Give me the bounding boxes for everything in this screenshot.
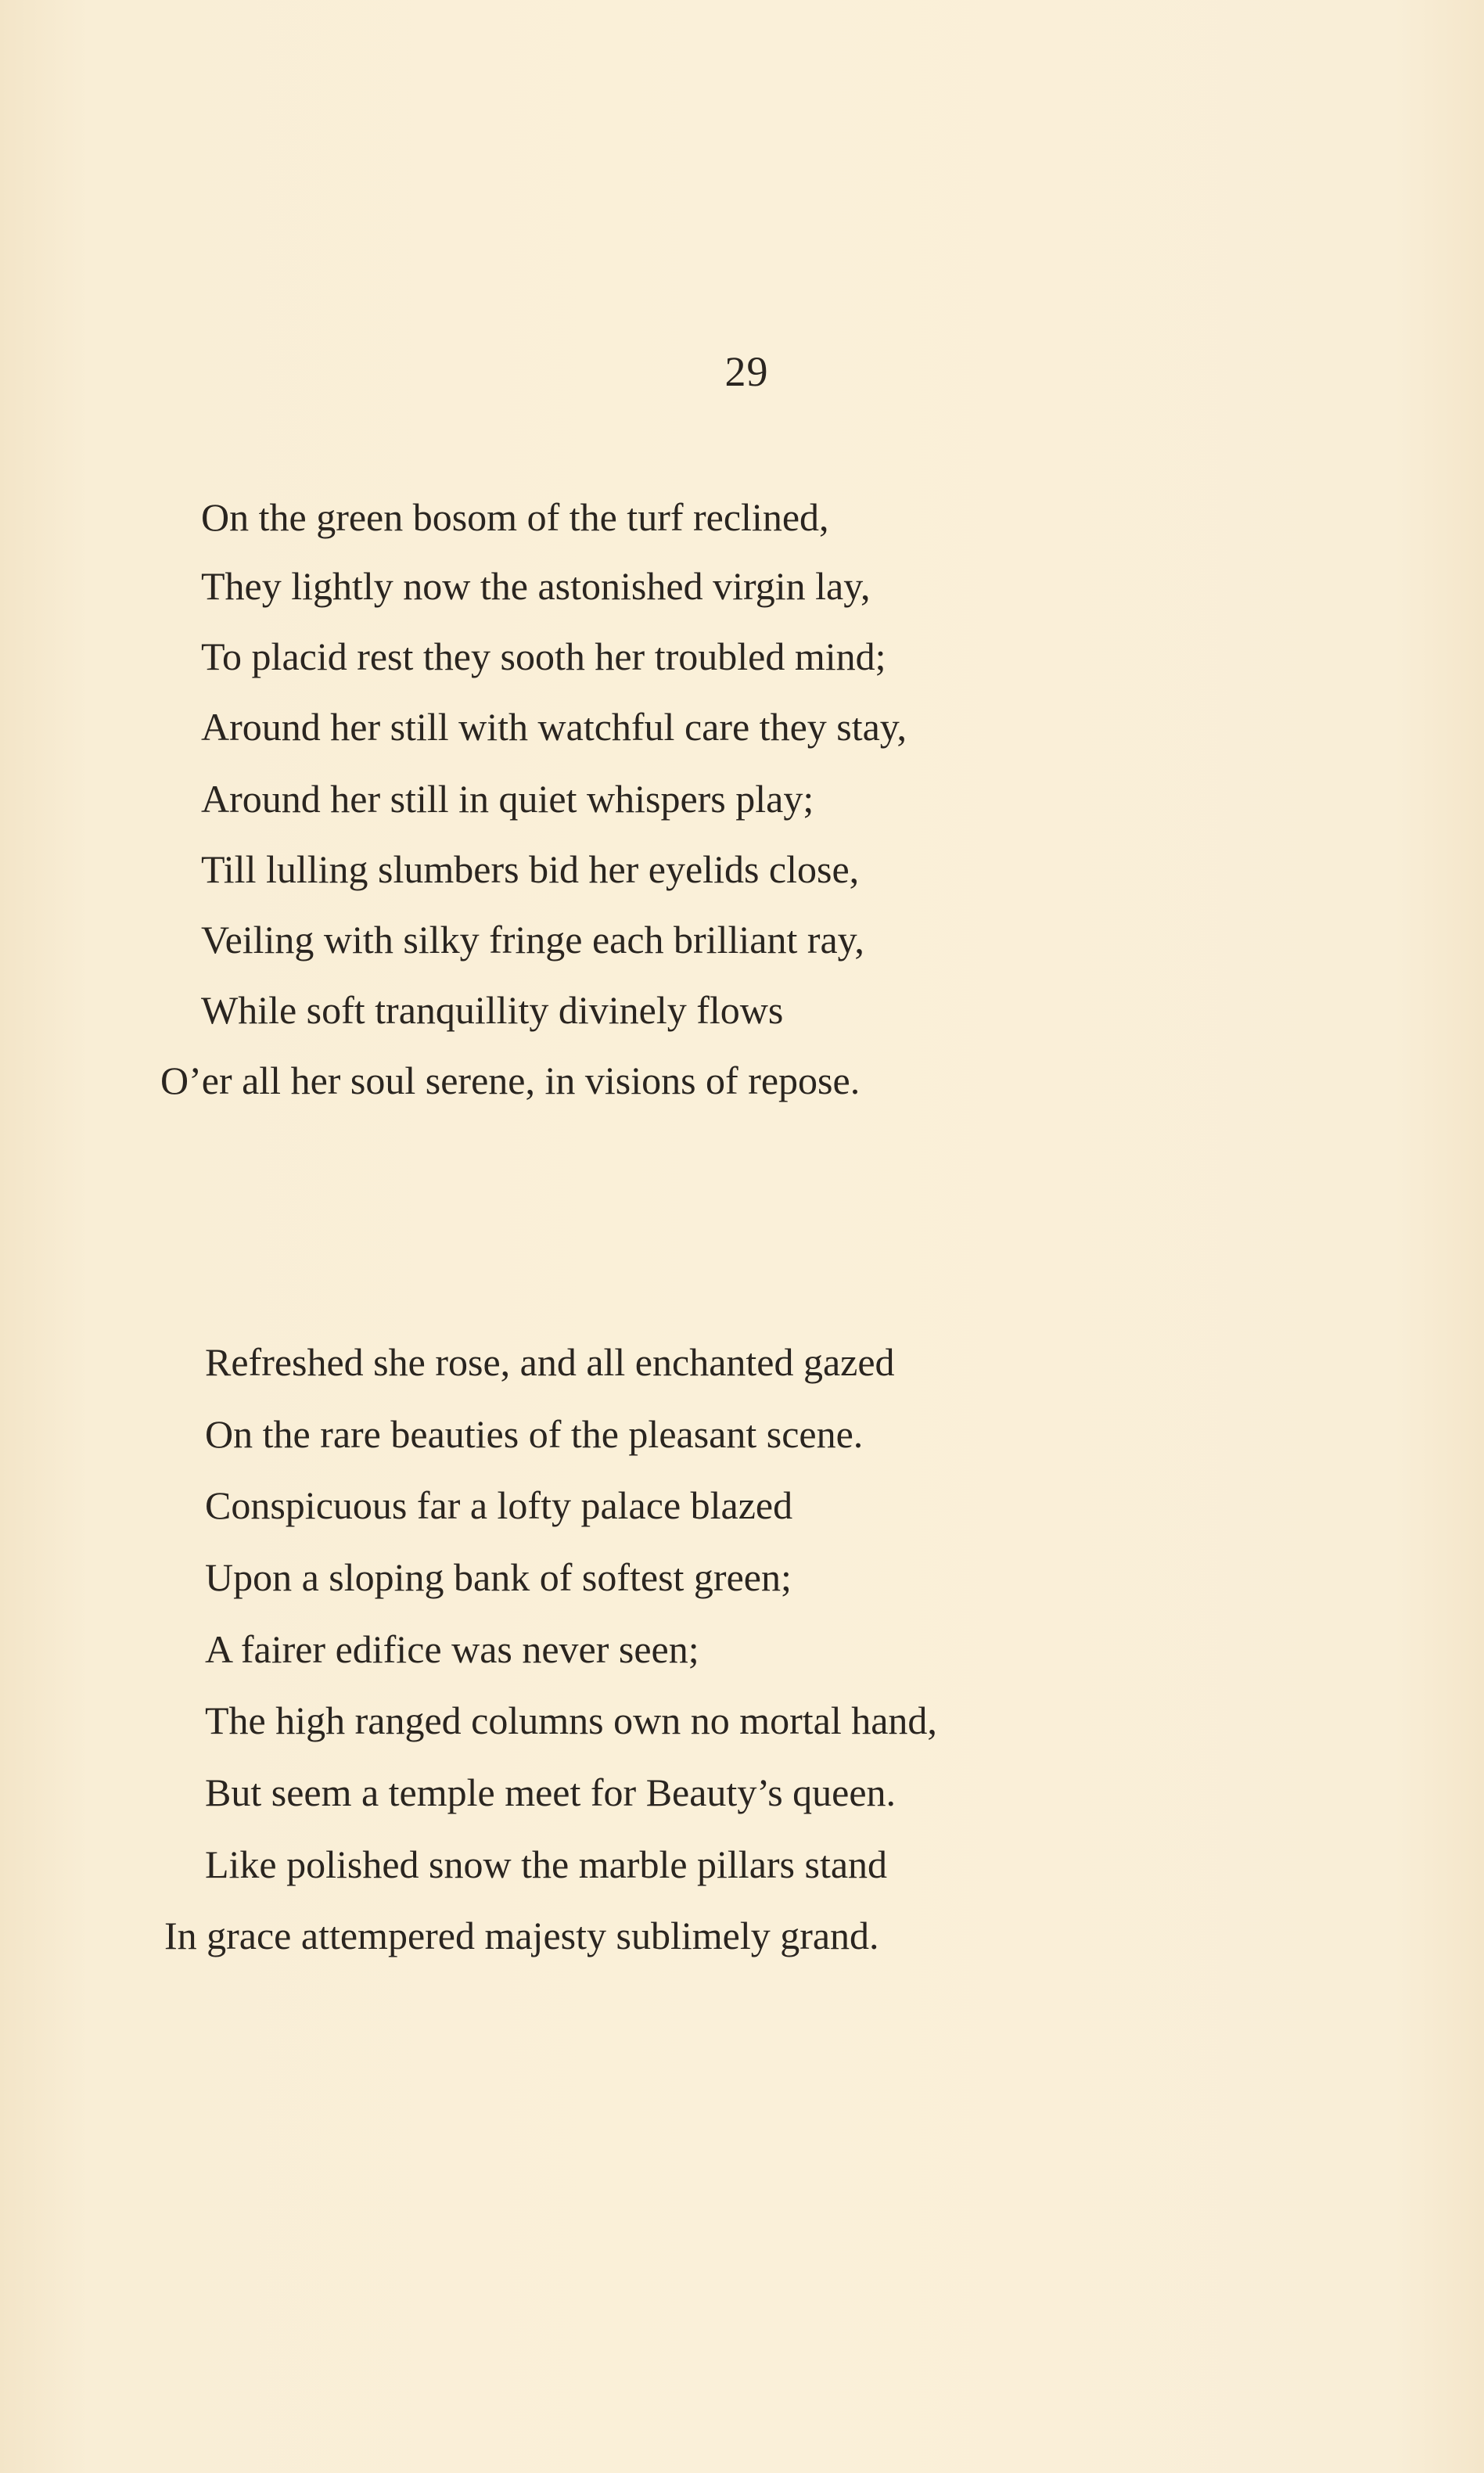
poem-line: But seem a temple meet for Beauty’s queen.: [205, 1770, 897, 1814]
poem-line: They lightly now the astonished virgin lay,: [201, 564, 871, 608]
poem-line: To placid rest they sooth her troubled mind;: [201, 634, 886, 678]
poem-line: Around her still with watchful care they stay,: [201, 705, 907, 749]
poem-line: O’er all her soul serene, in visions of repose.: [160, 1059, 861, 1102]
poem-line: Conspicuous far a lofty palace blazed: [205, 1483, 793, 1527]
poem-line: While soft tranquillity divinely flows: [201, 988, 784, 1032]
poem-line: Veiling with silky fringe each brilliant ray,: [201, 918, 864, 962]
poem-line: Upon a sloping bank of softest green;: [205, 1555, 792, 1599]
poem-line: The high ranged columns own no mortal hand,: [205, 1698, 937, 1742]
poem-line: Like polished snow the marble pillars stand: [205, 1842, 888, 1886]
page-number: [0, 344, 1484, 399]
poem-line: Around her still in quiet whispers play;: [201, 777, 814, 821]
poem-line: On the rare beauties of the pleasant scene.: [205, 1412, 864, 1456]
poem-line: Till lulling slumbers bid her eyelids close,: [201, 847, 860, 891]
page-number-text: 29: [724, 348, 769, 395]
poem-line: On the green bosom of the turf reclined,: [201, 495, 829, 539]
poem-line: A fairer edifice was never seen;: [205, 1627, 699, 1671]
poem-line: In grace attempered majesty sublimely grand.: [164, 1914, 879, 1957]
poem-line: Refreshed she rose, and all enchanted gazed: [205, 1340, 895, 1384]
